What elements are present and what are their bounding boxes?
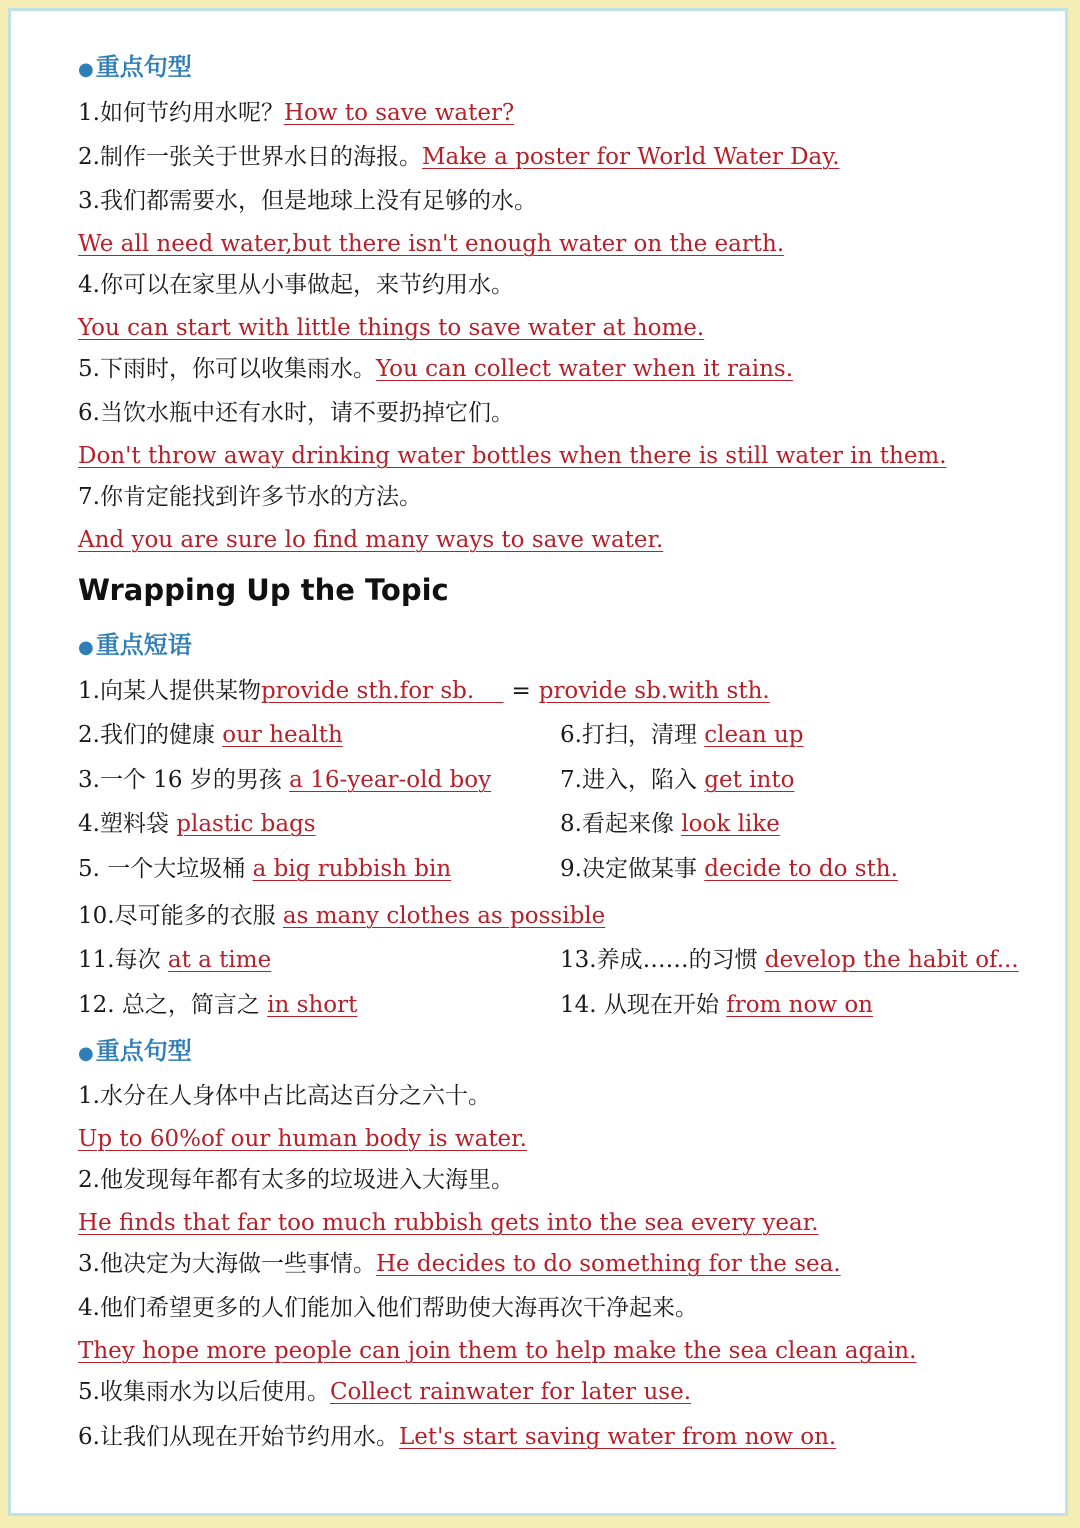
phrase-12: 12. 总之，简言之 in short: [78, 992, 358, 1018]
phrase-6: 6.打扫，清理 clean up: [560, 722, 804, 748]
sentence-en: Make a poster for World Water Day.: [421, 144, 840, 170]
sentence-4-en: They hope more people can join them to help make the sea clean again.: [78, 1338, 917, 1364]
section-heading-sentences: ●重点句型: [78, 1036, 192, 1065]
sentence-5: 5.收集雨水为以后使用。Collect rainwater for later use.: [78, 1379, 692, 1405]
sentence-en: How to save water?: [283, 100, 515, 126]
phrase-en: provide sth.for sb.: [260, 678, 475, 704]
sentence-7-zh: 7.你肯定能找到许多节水的方法。: [78, 484, 422, 510]
phrase-4: 4.塑料袋 plastic bags: [78, 811, 316, 837]
phrase-5: 5. 一个大垃圾桶 a big rubbish bin: [78, 856, 452, 882]
phrase-8: 8.看起来像 look like: [560, 811, 780, 837]
sentence-2-en: He finds that far too much rubbish gets into the sea every year.: [78, 1210, 819, 1236]
phrase-13: 13.养成……的习惯 develop the habit of...: [560, 947, 1019, 973]
topic-title: Wrapping Up the Topic: [78, 573, 449, 607]
answer-blank: [474, 678, 503, 704]
sentence-7-en: And you are sure lo find many ways to save water.: [78, 527, 664, 553]
sentence-zh: 2.制作一张关于世界水日的海报。: [78, 144, 422, 170]
phrase-2: 2.我们的健康 our health: [78, 722, 343, 748]
phrase-9: 9.决定做某事 decide to do sth.: [560, 856, 898, 882]
sentence-3-en: We all need water,but there isn't enough water on the earth.: [78, 231, 785, 257]
sentence-4-zh: 4.你可以在家里从小事做起，来节约用水。: [78, 272, 514, 298]
phrase-3: 3.一个 16 岁的男孩 a 16-year-old boy: [78, 767, 492, 793]
sentence-4-en: You can start with little things to save water at home.: [78, 315, 705, 341]
sentence-3-zh: 3.我们都需要水，但是地球上没有足够的水。: [78, 188, 537, 214]
sentence-1: [78, 98, 514, 128]
phrase-10: 10.尽可能多的衣服 as many clothes as possible: [78, 903, 606, 929]
sentence-4-zh: 4.他们希望更多的人们能加入他们帮助使大海再次干净起来。: [78, 1295, 698, 1321]
phrase-11: 11.每次 at a time: [78, 947, 272, 973]
sentence-zh: 1.如何节约用水呢？: [78, 100, 284, 126]
sentence-6-zh: 6.当饮水瓶中还有水时，请不要扔掉它们。: [78, 400, 514, 426]
sentence-1-zh: 1.水分在人身体中占比高达百分之六十。: [78, 1083, 491, 1109]
phrase-en: provide sb.with sth.: [538, 678, 770, 704]
sentence-zh: 5.下雨时，你可以收集雨水。: [78, 356, 376, 382]
sentence-3: 3.他决定为大海做一些事情。He decides to do something for the sea.: [78, 1251, 841, 1277]
sentence-6: 6.让我们从现在开始节约用水。Let's start saving water from now on.: [78, 1424, 837, 1450]
sentence-2: [78, 142, 840, 172]
sentence-en: You can collect water when it rains.: [375, 356, 794, 382]
sentence-2-zh: 2.他发现每年都有太多的垃圾进入大海里。: [78, 1167, 514, 1193]
equals-sign: =: [511, 678, 531, 704]
sentence-1-en: Up to 60%of our human body is water.: [78, 1126, 527, 1152]
section-heading-phrases: ●重点短语: [78, 630, 192, 659]
phrase-14: 14. 从现在开始 from now on: [560, 992, 873, 1018]
sentence-5: [78, 354, 793, 384]
bullet-icon: ●: [78, 637, 94, 658]
section-heading-sentences: ●重点句型: [78, 52, 192, 81]
phrase-1: 1.向某人提供某物provide sth.for sb. = provide sb.with sth.: [78, 678, 770, 704]
phrase-7: 7.进入，陷入 get into: [560, 767, 795, 793]
sentence-6-en: Don't throw away drinking water bottles when there is still water in them.: [78, 443, 947, 469]
bullet-icon: ●: [78, 1043, 94, 1064]
bullet-icon: ●: [78, 59, 94, 80]
